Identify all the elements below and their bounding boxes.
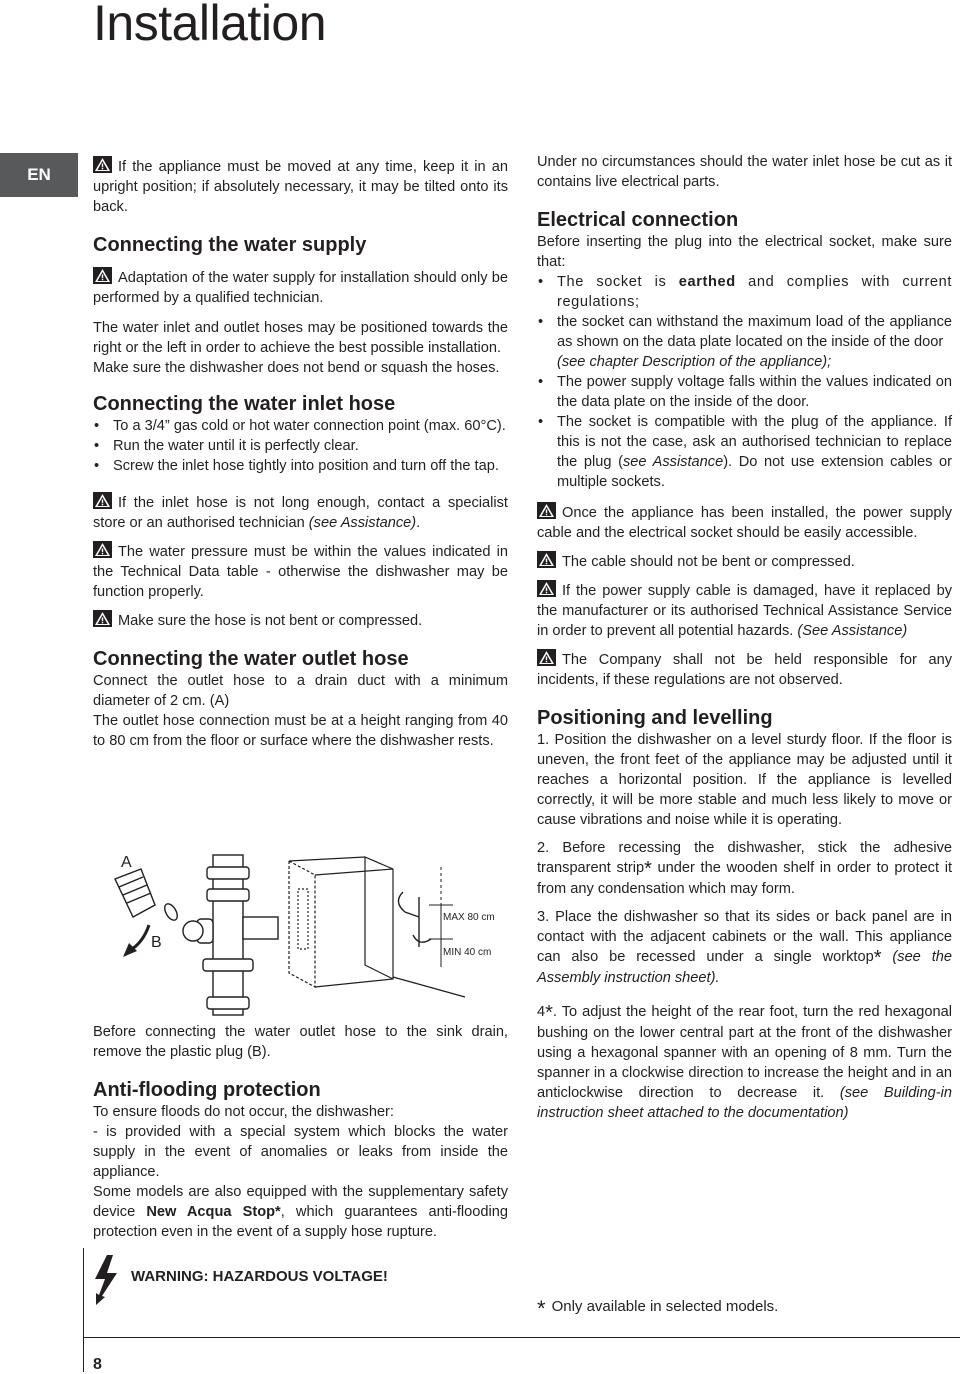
period: . (416, 515, 421, 531)
warning-hose-length (93, 492, 508, 533)
acqua-stop-text (93, 1182, 508, 1242)
footnote-text: Only available in selected models. (551, 1298, 779, 1315)
right-column (537, 152, 952, 1123)
footnote-star: * (644, 858, 652, 880)
positioning-step-1: 1. Position the dishwasher on a level sturdy floor. If the floor is uneven, the front feet of the appliance may be adjusted until it reaches a horizontal position. If the appliance is levelled correctly, it will be more stable and much less likely to move or cause vibrations and noise while it is operating. (537, 732, 952, 828)
left-column-lower (93, 1022, 508, 1242)
warning-not-bent (93, 610, 508, 631)
see-building-in-ref: (see Building-in instruction sheet attached to the documentation) (537, 1085, 953, 1121)
warning-cable-bent (537, 551, 952, 572)
warning-responsibility-text: The Company shall not be held responsible for any incidents, if these regulations are not observed. (537, 652, 952, 688)
footer-vertical-rule (83, 1248, 84, 1372)
see-assembly-ref: (see the Assembly instruction sheet). (537, 949, 952, 986)
warning-icon (537, 502, 556, 519)
positioning-step-3 (537, 907, 952, 988)
warning-icon (93, 610, 112, 627)
warning-pressure (93, 541, 508, 602)
positioning-step-4 (537, 1002, 952, 1123)
flooding-intro-text: To ensure floods do not occur, the dishwasher: (93, 1104, 394, 1120)
warning-icon (93, 541, 112, 558)
socket-plug-c: ). Do not use extension cables or multiple sockets. (557, 454, 952, 490)
diagram-label-b: B (151, 934, 162, 951)
step-4-text: . To adjust the height of the rear foot, turn the red hexagonal bushing on the lower central part at the front of the dishwasher using a hexagonal spanner with an opening of 8 mm. Turn the spanner in a clockwise direction to increase the height and in an anticlockwise direction to decrease it. (537, 1004, 952, 1101)
step-2-text-a: 2. Before recessing the dishwasher, stick the adhesive transparent strip (537, 840, 952, 876)
inlet-bullet-list (93, 416, 508, 476)
page-title: Installation (93, 0, 327, 51)
warning-icon (93, 267, 112, 284)
remove-plug-text: Before connecting the water outlet hose to the sink drain, remove the plastic plug (B). (93, 1024, 508, 1060)
step-2-text-b: under the wooden shelf in order to protect it from any condensation which may form. (537, 860, 953, 897)
acqua-stop-text-a: Some models are also equipped with the supplementary safety device (93, 1184, 508, 1220)
left-column (93, 156, 508, 751)
electrical-intro-text: Before inserting the plug into the electrical socket, make sure that: (537, 234, 952, 270)
see-description-ref: (see chapter Description of the appliance); (557, 354, 832, 370)
hoses-bend-text: Make sure the dishwasher does not bend or squash the hoses. (93, 360, 500, 376)
footnote-star: * (537, 1296, 546, 1321)
list-item: • To a 3/4” gas cold or hot water connection point (max. 60°C). (93, 416, 508, 436)
heading-water-supply: Connecting the water supply (93, 234, 367, 256)
warning-icon (537, 649, 556, 666)
min-height-label: MIN 40 cm (443, 947, 492, 958)
socket-earthed-c: and complies with current regulations; (557, 274, 952, 310)
warning-icon (537, 580, 556, 597)
socket-load-text: the socket can withstand the maximum load of the appliance as shown on the data plate located on the inside of the door (557, 314, 952, 350)
hose-cut-text: Under no circumstances should the water inlet hose be cut as it contains live electrical parts. (537, 154, 952, 190)
warning-icon (93, 492, 112, 509)
list-item (537, 272, 952, 312)
warning-accessible (537, 502, 952, 543)
warning-not-bent-text: Make sure the hose is not bent or compressed. (118, 613, 423, 629)
outlet-height-text: The outlet hose connection must be at a height ranging from 40 to 80 cm from the floor or surface where the dishwasher rests. (93, 713, 508, 749)
heading-positioning: Positioning and levelling (537, 707, 773, 729)
warning-move-text: If the appliance must be moved at any time, keep it in an upright position; if absolutely necessary, it may be tilted onto its back. (93, 159, 508, 215)
warning-icon (93, 156, 112, 173)
footnote-star: * (545, 1002, 553, 1024)
dishwasher-outline (289, 857, 393, 987)
outlet-drain-text: Connect the outlet hose to a drain duct with a minimum diameter of 2 cm. (A) (93, 673, 508, 709)
socket-plug-a: The socket is compatible with the plug of the appliance. If this is not the case, ask an authorised technician to replace the plug ( (557, 414, 952, 470)
see-assistance-ref: (see Assistance) (308, 515, 417, 531)
footnote (537, 1296, 778, 1322)
footer-horizontal-rule (83, 1337, 960, 1338)
warning-technician-text: Adaptation of the water supply for installation should only be performed by a qualified technician. (93, 270, 508, 306)
socket-earthed-a: The socket is (557, 274, 679, 290)
list-item: • The power supply voltage falls within the values indicated on the data plate on the inside of the door. (537, 372, 952, 412)
see-assistance-ref: see Assistance (623, 454, 724, 470)
list-item (537, 412, 952, 492)
warning-move (93, 156, 508, 217)
outlet-hose-diagram (93, 847, 510, 1019)
warning-technician (93, 267, 508, 308)
warning-hose-length-text: If the inlet hose is not long enough, contact a specialist store or an authorised technician (93, 495, 508, 531)
flooding-system-text: - is provided with a special system which blocks the water supply in the event of anomalies or leaks from inside the appliance. (93, 1124, 508, 1180)
warning-icon (537, 551, 556, 568)
language-tab: EN (0, 153, 78, 197)
earthed-word: earthed (678, 274, 736, 290)
step-4-number: 4 (537, 1004, 546, 1020)
heading-electrical: Electrical connection (537, 209, 739, 231)
heading-outlet-hose: Connecting the water outlet hose (93, 648, 409, 670)
sink-drain (393, 892, 465, 997)
step-3-text-a: 3. Place the dishwasher so that its sides or back panel are in contact with the adjacent cabinets or the wall. This appliance can also be recessed under a single worktop (537, 909, 952, 965)
diagram-label-a: A (121, 854, 132, 871)
heading-anti-flooding: Anti-flooding protection (93, 1079, 321, 1101)
acqua-stop-text-c: , which guarantees anti-flooding protection even in the event of a supply hose rupture. (93, 1204, 508, 1240)
hoses-position-text: The water inlet and outlet hoses may be positioned towards the right or the left in order to achieve the best possible installation. (93, 320, 508, 356)
heading-inlet-hose: Connecting the water inlet hose (93, 393, 396, 415)
plastic-plug (115, 869, 180, 922)
acqua-stop-name: New Acqua Stop* (146, 1204, 281, 1220)
positioning-step-2 (537, 838, 952, 899)
max-height-label: MAX 80 cm (443, 912, 495, 923)
warning-responsibility (537, 649, 952, 690)
warning-cable-damaged-text: If the power supply cable is damaged, have it replaced by the manufacturer or its authorised Technical Assistance Service in order to prevent all potential hazards. (537, 583, 952, 639)
warning-cable-damaged (537, 580, 952, 641)
footnote-star: * (873, 947, 882, 969)
see-assistance-ref: (See Assistance) (797, 623, 908, 639)
warning-pressure-text: The water pressure must be within the values indicated in the Technical Data table - otherwise the dishwasher may be function properly. (93, 544, 508, 600)
page-number: 8 (93, 1356, 102, 1373)
lightning-bolt-icon (93, 1255, 119, 1305)
list-item: • Screw the inlet hose tightly into position and turn off the tap. (93, 456, 508, 476)
warning-accessible-text: Once the appliance has been installed, the power supply cable and the electrical socket should be easily accessible. (537, 505, 952, 541)
list-item (537, 312, 952, 372)
hazard-warning-text: WARNING: HAZARDOUS VOLTAGE! (131, 1268, 388, 1285)
warning-cable-bent-text: The cable should not be bent or compressed. (562, 554, 855, 570)
drain-pipe (183, 855, 278, 1015)
list-item: • Run the water until it is perfectly clear. (93, 436, 508, 456)
electrical-bullet-list (537, 272, 952, 492)
